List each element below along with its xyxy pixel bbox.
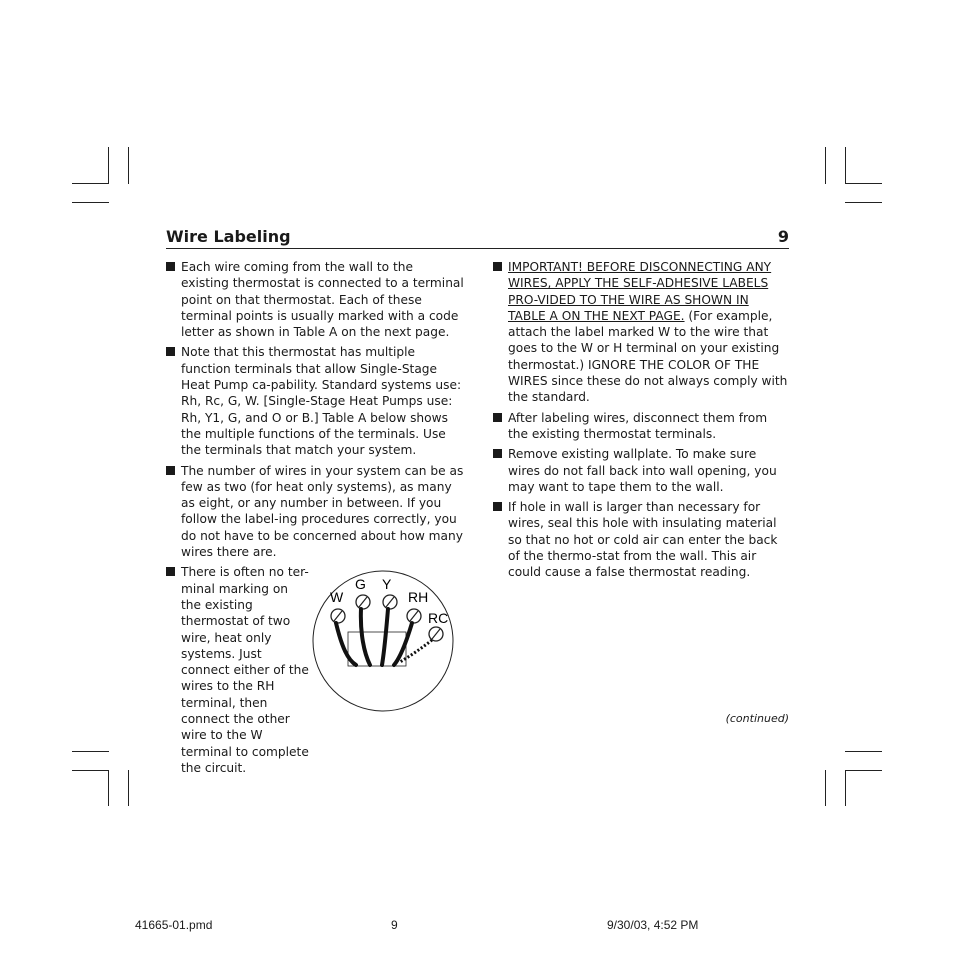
- crop-mark: [845, 183, 882, 184]
- crop-mark: [845, 770, 882, 771]
- paragraph: If hole in wall is larger than necessary for wires, seal this hole with insulating material so that no hot or cold air can enter the back of the thermo-stat from the wall. This air could cause a false thermostat reading.: [508, 500, 778, 580]
- footer-page-number: 9: [391, 918, 398, 932]
- terminal-label-rc: RC: [428, 610, 449, 626]
- paragraph: After labeling wires, disconnect them from the existing thermostat terminals.: [508, 410, 768, 441]
- paragraph: Remove existing wallplate. To make sure wires do not fall back into wall opening, you may want to tape them to the wall.: [508, 447, 777, 494]
- terminal-label-y: Y: [382, 576, 392, 592]
- crop-mark: [845, 202, 882, 203]
- list-item: [166, 564, 309, 776]
- square-bullet-icon: [493, 262, 502, 271]
- square-bullet-icon: [166, 567, 175, 576]
- thermostat-wiring-diagram: [308, 568, 458, 712]
- section-title: Wire Labeling: [166, 227, 291, 246]
- paragraph: (For example, attach the label marked W to the wire that goes to the W or H terminal on your existing thermostat.) IGNORE THE COLOR OF THE WIRES since these do not always comply with the standard.: [508, 308, 788, 405]
- crop-mark: [128, 770, 129, 806]
- paragraph: Each wire coming from the wall to the existing thermostat is connected to a terminal point on that thermostat. Each of these terminal points is usually marked with a code letter as shown in Table A on the next page.: [181, 260, 464, 340]
- footer-filename: 41665-01.pmd: [135, 918, 213, 932]
- continued-note: (continued): [725, 712, 789, 725]
- crop-mark: [108, 770, 109, 806]
- list-item: [166, 259, 464, 340]
- square-bullet-icon: [166, 347, 175, 356]
- crop-mark: [72, 202, 109, 203]
- page-header: [166, 226, 789, 249]
- list-item: [166, 463, 464, 561]
- square-bullet-icon: [493, 413, 502, 422]
- wire-g: [361, 609, 370, 665]
- terminal-screw-icon: [356, 595, 370, 609]
- crop-mark: [108, 147, 109, 184]
- footer-timestamp: 9/30/03, 4:52 PM: [607, 918, 699, 932]
- list-item: [493, 259, 789, 406]
- square-bullet-icon: [166, 466, 175, 475]
- square-bullet-icon: [166, 262, 175, 271]
- list-item: [493, 446, 789, 495]
- square-bullet-icon: [493, 449, 502, 458]
- list-item: [493, 499, 789, 580]
- wire-w: [336, 623, 356, 665]
- crop-mark: [825, 147, 826, 184]
- square-bullet-icon: [493, 502, 502, 511]
- paragraph: Note that this thermostat has multiple function terminals that allow Single-Stage Heat Pump ca-pability. Standard systems use: Rh, Rc, G, W. [Single-Stage Heat Pumps use: Rh, Y1, G, and O or B.] Table A below shows the multiple functions of the terminals. Use the terminals that match your system.: [181, 345, 462, 458]
- terminal-screw-icon: [383, 595, 397, 609]
- terminal-screw-icon: [331, 609, 345, 623]
- terminal-screw-icon: [407, 609, 421, 623]
- paragraph: There is often no ter-minal marking on the existing thermostat of two wire, heat only systems. Just connect either of the wires to the RH terminal, then connect the other wire to the W terminal to complete the circuit.: [181, 565, 309, 775]
- crop-mark: [72, 751, 109, 752]
- crop-mark: [72, 770, 109, 771]
- wire-rh: [394, 623, 412, 665]
- crop-mark: [128, 147, 129, 184]
- crop-mark: [825, 770, 826, 806]
- crop-mark: [845, 770, 846, 806]
- terminal-label-w: W: [330, 589, 344, 605]
- paragraph: The number of wires in your system can be as few as two (for heat only systems), as many as eight, or any number in between. If you follow the label-ing procedures correctly, you do not have to be concerned about how many wires there are.: [181, 463, 464, 560]
- important-notice: IMPORTANT! BEFORE DISCONNECTING ANY WIRES, APPLY THE SELF-ADHESIVE LABELS PRO-VIDED TO THE WIRE AS SHOWN IN TABLE A ON THE NEXT PAGE.: [508, 260, 772, 323]
- terminal-label-g: G: [355, 576, 366, 592]
- wire-y: [382, 609, 388, 665]
- terminal-label-rh: RH: [408, 589, 429, 605]
- crop-mark: [845, 147, 846, 184]
- crop-mark: [72, 183, 109, 184]
- page-number: 9: [777, 227, 789, 246]
- list-item: [493, 410, 789, 443]
- right-column: [493, 259, 789, 585]
- crop-mark: [845, 751, 882, 752]
- list-item: [166, 344, 464, 458]
